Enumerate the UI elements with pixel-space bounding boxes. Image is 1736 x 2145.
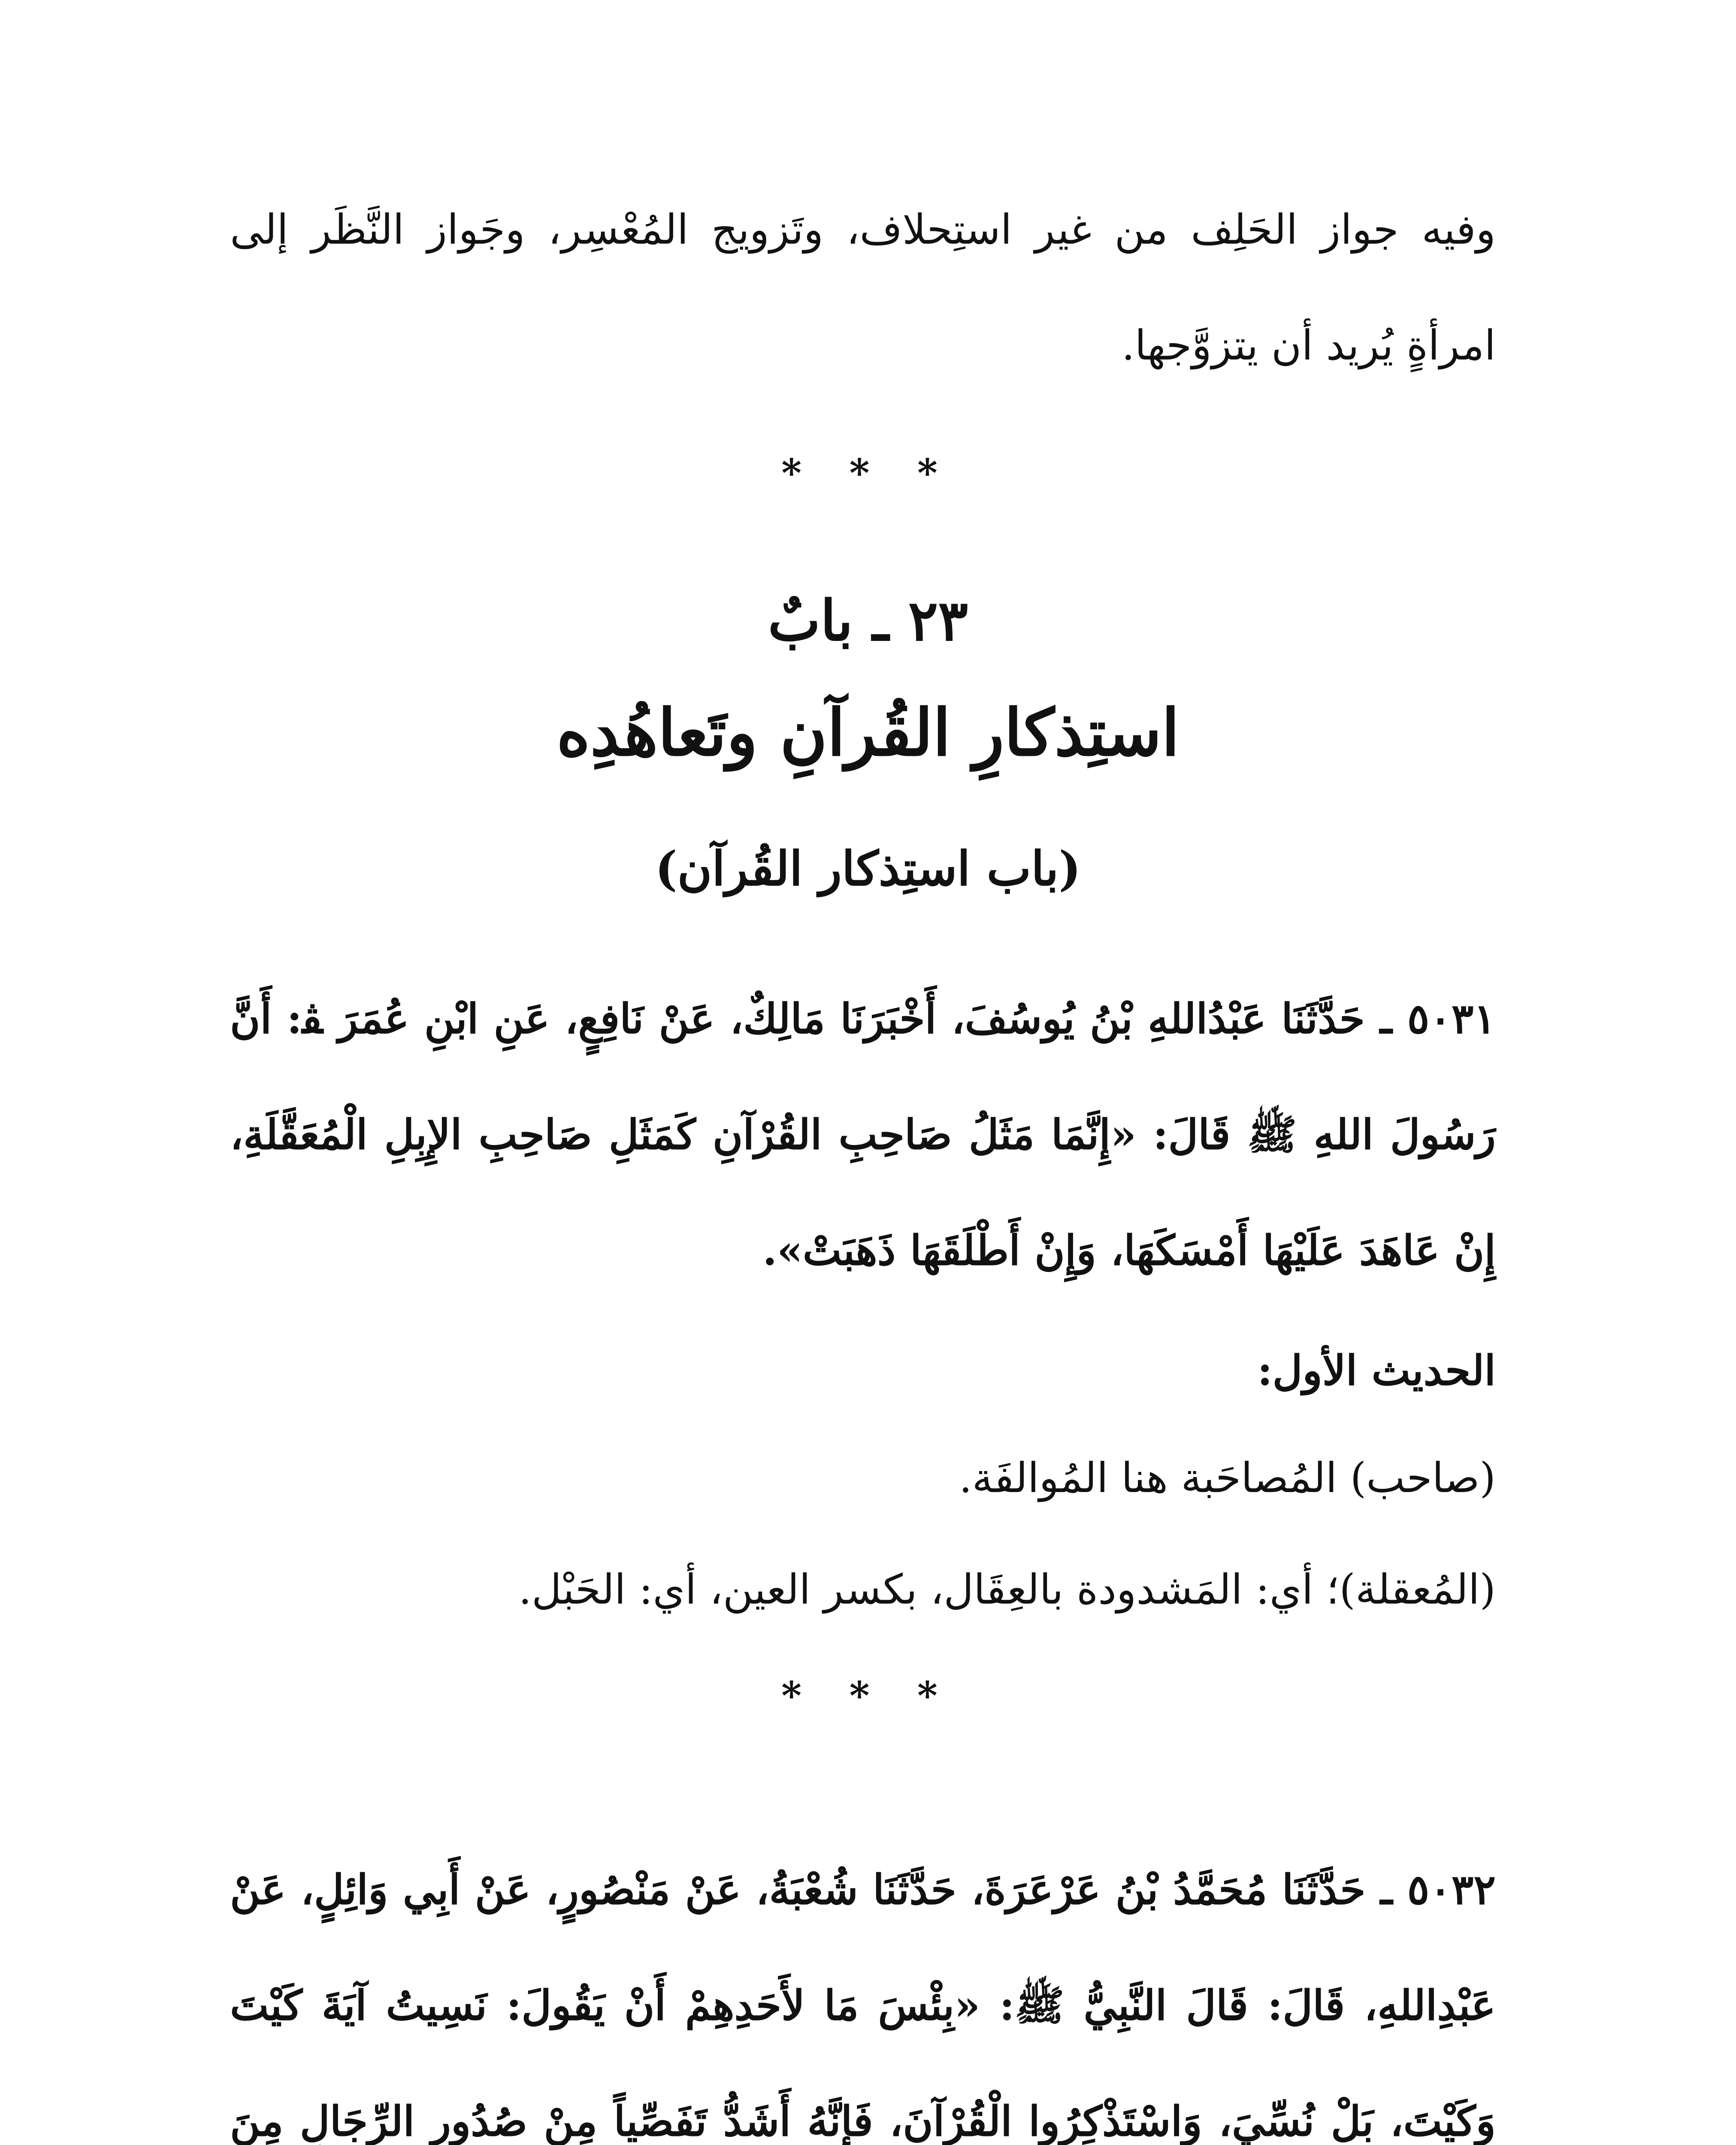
hadith-5031: ٥٠٣١ ـ حَدَّثَنَا عَبْدُاللهِ بْنُ يُوسُفَ، أَخْبَرَنَا مَالِكٌ، عَنْ نَافِعٍ، عَنِ ابْنِ عُمَرَ ﭭ: أَنَّ رَسُولَ اللهِ ﷺ قَالَ: «إِنَّمَا مَثَلُ صَاحِبِ القُرْآنِ كَمَثَلِ صَاحِبِ الإِبِلِ الْمُعَقَّلَةِ، إِنْ عَاهَدَ عَلَيْهَا أَمْسَكَهَا، وَإِنْ أَطْلَقَهَا ذَهَبَتْ». xyxy=(230,994,1496,1275)
commentary-heading: الحديث الأول: xyxy=(1257,1346,1496,1395)
chapter-number: ٢٣ ـ بابٌ xyxy=(768,588,968,653)
section-separator: * * * xyxy=(781,1673,955,1719)
intro-paragraph: وفيه جواز الحَلِف من غير استِحلاف، وتَزويج المُعْسِر، وجَواز النَّظَر إلى امرأةٍ يُريد أن يتزوَّجها. xyxy=(230,205,1496,369)
chapter-subtitle: (باب استِذكار القُرآن) xyxy=(655,841,1081,896)
chapter-title: استِذكارِ القُرآنِ وتَعاهُدِه xyxy=(556,695,1180,770)
section-separator: * * * xyxy=(781,450,955,496)
hadith-5032: ٥٠٣٢ ـ حَدَّثَنَا مُحَمَّدُ بْنُ عَرْعَرَةَ، حَدَّثَنَا شُعْبَةُ، عَنْ مَنْصُورٍ، عَنْ أَبِي وَائِلٍ، عَنْ عَبْدِاللهِ، قَالَ: قَالَ النَّبِيُّ ﷺ: «بِئْسَ مَا لأَحَدِهِمْ أَنْ يَقُولَ: نَسِيتُ آيَةَ كَيْتَ وَكَيْتَ، بَلْ نُسِّيَ، وَاسْتَذْكِرُوا الْقُرْآنَ، فَإِنَّهُ أَشَدُّ تَفَصِّياً مِنْ صُدُورِ الرِّجَالِ مِنَ xyxy=(230,1865,1496,2145)
commentary-line: (المُعقلة)؛ أي: المَشدودة بالعِقَال، بكسر العين، أي: الحَبْل. xyxy=(518,1565,1496,1613)
commentary-line: (صاحب) المُصاحَبة هنا المُوالفَة. xyxy=(959,1454,1496,1502)
